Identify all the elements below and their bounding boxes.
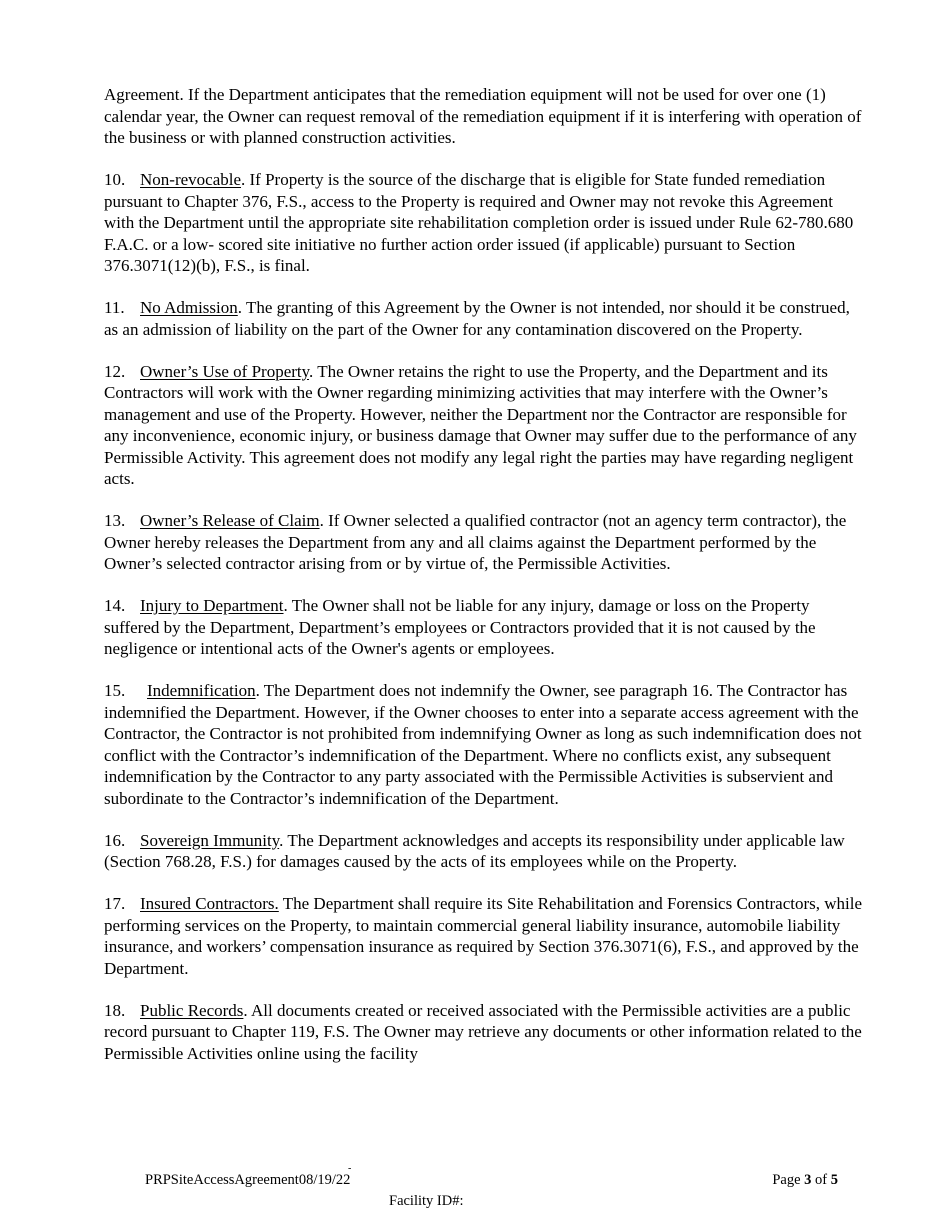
paragraph-heading: No Admission [140, 298, 238, 317]
paragraph-body: . If Owner selected a qualified contractor (not an agency term contractor), the Owner hereby releases the Department from any and all claims against the Department performed by the Owner’s selected contractor arising from or by virtue of, the Permissible Activities. [104, 511, 847, 573]
total-pages: 5 [830, 1172, 838, 1188]
paragraph-number: 15. [104, 681, 126, 700]
paragraph-body: . The granting of this Agreement by the Owner is not intended, nor should it be construed, as an admission of liability on the part of the Owner for any contamination discovered on the Property. [104, 298, 850, 339]
paragraph-11 [104, 297, 864, 340]
paragraph-heading: Sovereign Immunity [140, 830, 280, 850]
paragraph-body: . All documents created or received associated with the Permissible activities are a public record pursuant to Chapter 119, F.S. The Owner may retrieve any documents or other information related to the Permissible Activities online using the facility [104, 1000, 862, 1063]
form-id: PRPSiteAccessAgreement08/19/22 [145, 1172, 351, 1188]
paragraph-number: 13. [104, 511, 126, 530]
paragraph-heading: Owner’s Use of Property [140, 361, 310, 381]
paragraph-14 [104, 595, 864, 660]
paragraph-18 [104, 1000, 864, 1065]
paragraph-body: . The Department does not indemnify the Owner, see paragraph 16. The Contractor has indemnified the Department. However, if the Owner chooses to enter into a separate access agreement with the Contractor, the Contractor is not prohibited from indemnifying Owner as long as such indemnification does not conflict with the Contractor’s indemnification of the Department. Where no conflicts exist, any subsequent indemnification by the Contractor to any party associated with the Permissible Activities is subservient and subordinate to the Contractor’s indemnification of the Department. [104, 681, 862, 808]
paragraph-heading: Injury to Department [140, 596, 284, 615]
paragraph-number: 17. [104, 894, 126, 913]
footer-mark: - [348, 1163, 352, 1174]
paragraph-number: 10. [104, 170, 126, 189]
paragraph-body: . If Property is the source of the discharge that is eligible for State funded remediation pursuant to Chapter 376, F.S., access to the Property is required and Owner may not revoke this Agreement with the Department until the appropriate site rehabilitation completion order is issued under Rule 62-780.680 F.A.C. or a low- scored site initiative no further action order issued (if applicable) pursuant to Section 376.3071(12)(b), F.S., is final. [104, 170, 854, 275]
of-word: of [815, 1172, 828, 1188]
paragraph-body: . The Department acknowledges and accepts its responsibility under applicable law (Section 768.28, F.S.) for damages caused by the acts of its employees while on the Property. [104, 830, 845, 871]
paragraph-heading: Public Records [140, 1000, 244, 1020]
paragraph-number: 12. [104, 361, 126, 381]
paragraph-12 [104, 361, 864, 490]
paragraph-heading: Owner’s Release of Claim [140, 511, 320, 530]
paragraph-10 [104, 169, 864, 277]
paragraph-16 [104, 830, 864, 873]
paragraph-body: The Department shall require its Site Rehabilitation and Forensics Contractors, while performing services on the Property, to maintain commercial general liability insurance, automobile liability insurance, and workers’ compensation insurance as required by Section 376.3071(6), F.S., and approved by the Department. [104, 894, 863, 978]
page-number [772, 1172, 838, 1189]
page-word: Page [772, 1172, 801, 1188]
paragraph-heading: Non-revocable [140, 170, 242, 189]
paragraph-heading: Insured Contractors. [140, 894, 279, 913]
paragraph-body: . The Owner shall not be liable for any injury, damage or loss on the Property suffered by the Department, Department’s employees or Contractors provided that it is not caused by the negligence or intentional acts of the Owner's agents or employees. [104, 596, 816, 658]
document-body [104, 84, 864, 1085]
paragraph-heading: Indemnification [147, 681, 256, 700]
paragraph-15 [104, 680, 864, 809]
paragraph-13 [104, 510, 864, 575]
paragraph-number: 14. [104, 596, 126, 615]
continuation-paragraph: Agreement. If the Department anticipates that the remediation equipment will not be used for over one (1) calendar year, the Owner can request removal of the remediation equipment if it is interfering with operation of the business or with planned construction activities. [104, 85, 862, 147]
current-page: 3 [804, 1172, 812, 1188]
facility-id-label: Facility ID#: [389, 1193, 464, 1209]
paragraph-body: . The Owner retains the right to use the Property, and the Department and its Contractors will work with the Owner regarding minimizing activities that may interfere with the Owner’s management and use of the Property. However, neither the Department nor the Contractor are responsible for any inconvenience, economic injury, or business damage that Owner may suffer due to the performance of any Permissible Activity. This agreement does not modify any legal right the parties may have regarding negligent acts. [104, 361, 857, 488]
paragraph-17 [104, 893, 864, 979]
paragraph-number: 11. [104, 298, 125, 317]
paragraph-number: 18. [104, 1000, 126, 1020]
paragraph-number: 16. [104, 830, 126, 850]
